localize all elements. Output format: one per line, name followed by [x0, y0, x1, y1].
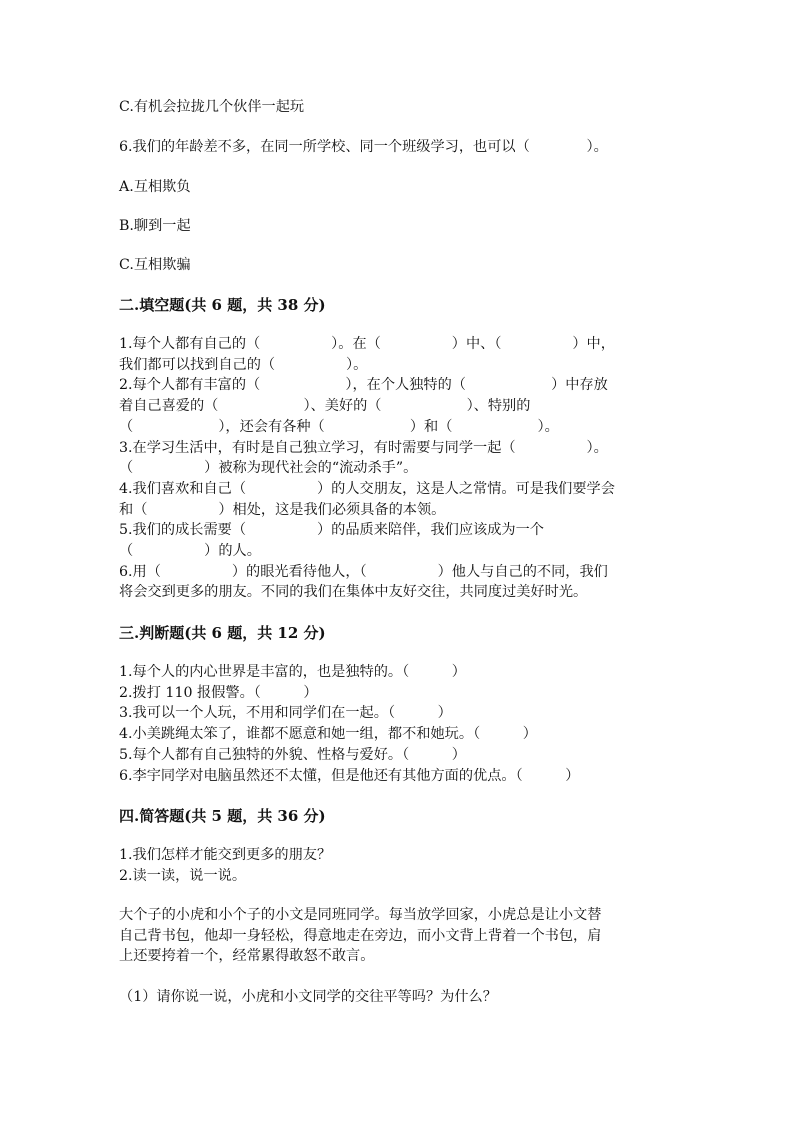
fill-line: 2.每个人都有丰富的（ ），在个人独特的（ ）中存放: [119, 377, 608, 394]
fill-line: （ ），还会有各种（ ）和（ ）。: [119, 418, 559, 435]
passage-line: 上还要挎着一个，经常累得敢怒不敢言。: [119, 948, 375, 965]
fill-line: 和（ ）相处，这是我们必须具备的本领。: [119, 501, 446, 518]
judge-line: 6.李宇同学对电脑虽然还不太懂，但是他还有其他方面的优点。（ ）: [119, 767, 580, 784]
judge-section-body: [119, 662, 679, 786]
short-section-heading: 四.简答题(共 5 题，共 36 分): [119, 807, 326, 825]
sub-question-1: （1）请你说一说，小虎和小文同学的交往平等吗？为什么？: [119, 989, 497, 1005]
question-6-option-a: A.互相欺负: [119, 179, 191, 195]
fill-line: 将会交到更多的朋友。不同的我们在集体中友好交往，共同度过美好时光。: [119, 584, 588, 601]
question-6-option-b: B.聊到一起: [119, 218, 191, 234]
passage-line: 自己背书包，他却一身轻松，得意地走在旁边，而小文背上背着一个书包，肩: [119, 927, 602, 944]
fill-line: 我们都可以找到自己的（ ）。: [119, 356, 368, 373]
judge-section-heading: 三.判断题(共 6 题，共 12 分): [119, 624, 326, 642]
judge-line: 2.拨打 110 报假警。（ ）: [119, 684, 318, 701]
option-c-prev: C.有机会拉拢几个伙伴一起玩: [119, 99, 305, 115]
passage-line: 大个子的小虎和小个子的小文是同班同学。每当放学回家，小虎总是让小文替: [119, 907, 602, 923]
short-section-questions: [119, 845, 679, 886]
question-6-option-c: C.互相欺骗: [119, 257, 191, 273]
fill-line: （ ）被称为现代社会的“流动杀手”。: [119, 460, 418, 477]
judge-line: 4.小美跳绳太笨了，谁都不愿意和她一组，都不和她玩。（ ）: [119, 726, 537, 743]
fill-line: 1.每个人都有自己的（ ）。在（ ）中、（ ）中，: [119, 336, 615, 352]
reading-passage: [119, 905, 679, 967]
fill-line: 5.我们的成长需要（ ）的品质来陪伴，我们应该成为一个: [119, 522, 544, 539]
fill-section-heading: 二.填空题(共 6 题，共 38 分): [119, 296, 326, 314]
question-6-stem: 6.我们的年龄差不多，在同一所学校、同一个班级学习，也可以（ ）。: [119, 139, 608, 155]
short-question: 1.我们怎样才能交到更多的朋友？: [119, 847, 332, 863]
judge-line: 5.每个人都有自己独特的外貌、性格与爱好。（ ）: [119, 746, 466, 763]
fill-line: 着自己喜爱的（ ）、美好的（ ）、特别的: [119, 398, 531, 415]
fill-section-body: [119, 334, 679, 603]
short-question: 2.读一读，说一说。: [119, 867, 247, 884]
fill-line: （ ）的人。: [119, 543, 261, 560]
fill-line: 4.我们喜欢和自己（ ）的人交朋友，这是人之常情。可是我们要学会: [119, 480, 615, 497]
fill-line: 3.在学习生活中，有时是自己独立学习，有时需要与同学一起（ ）。: [119, 439, 608, 456]
judge-line: 3.我可以一个人玩，不用和同学们在一起。（ ）: [119, 705, 452, 722]
judge-line: 1.每个人的内心世界是丰富的，也是独特的。（ ）: [119, 664, 466, 680]
fill-line: 6.用（ ）的眼光看待他人，（ ）他人与自己的不同，我们: [119, 563, 608, 580]
